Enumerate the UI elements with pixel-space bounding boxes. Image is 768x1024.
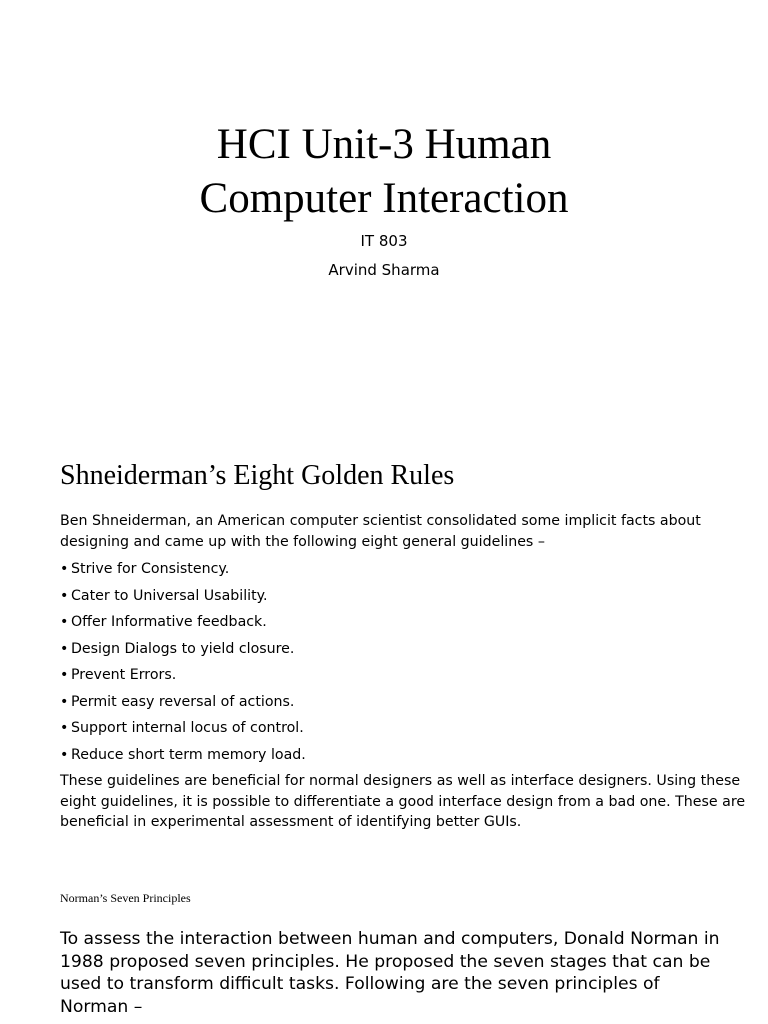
bullet-icon: • xyxy=(60,746,69,763)
bullet-icon: • xyxy=(60,720,69,736)
rules-intro-paragraph: Ben Shneiderman, an American computer scientist consolidated some implicit facts about designing and came up with the following eight general guidelines – xyxy=(60,513,701,550)
bullet-icon: • xyxy=(60,561,69,577)
bullet-icon: • xyxy=(60,587,69,604)
rules-heading: Shneiderman’s Eight Golden Rules xyxy=(60,460,455,491)
title-line-1: HCI Unit-3 Human xyxy=(216,121,552,168)
list-item xyxy=(60,639,306,666)
bullet-icon: • xyxy=(60,693,69,710)
course-code: IT 803 xyxy=(360,232,408,250)
rule-text: Support internal locus of control. xyxy=(71,720,304,736)
list-item xyxy=(60,665,306,692)
rule-text: Strive for Consistency. xyxy=(71,561,230,577)
rules-outro-paragraph: These guidelines are beneficial for normal designers as well as interface designers. Using these eight guidelines, it is possible to differentiate a good interface design from a bad one. These are beneficial in experimental assessment of identifying better GUIs. xyxy=(60,773,746,830)
rule-text: Offer Informative feedback. xyxy=(71,614,267,630)
norman-paragraph: To assess the interaction between human and computers, Donald Norman in 1988 proposed seven principles. He proposed the seven stages that can be used to transform difficult tasks. Following are the seven principles of Norman – xyxy=(60,929,720,1017)
bullet-icon: • xyxy=(60,640,69,657)
list-item xyxy=(60,612,306,639)
bullet-icon: • xyxy=(60,614,69,630)
rule-text: Prevent Errors. xyxy=(71,667,177,683)
page-title xyxy=(0,118,768,226)
title-slide xyxy=(0,0,768,420)
rule-text: Cater to Universal Usability. xyxy=(71,587,268,604)
rule-text: Reduce short term memory load. xyxy=(71,746,306,763)
rules-list xyxy=(60,559,306,771)
list-item xyxy=(60,745,306,772)
norman-heading: Norman’s Seven Principles xyxy=(60,891,191,905)
list-item xyxy=(60,718,306,745)
title-line-2: Computer Interaction xyxy=(199,175,569,222)
rule-text: Design Dialogs to yield closure. xyxy=(71,640,295,657)
list-item xyxy=(60,692,306,719)
author-name: Arvind Sharma xyxy=(328,261,440,279)
rule-text: Permit easy reversal of actions. xyxy=(71,693,295,710)
bullet-icon: • xyxy=(60,667,69,683)
rules-slide xyxy=(0,420,768,850)
list-item xyxy=(60,586,306,613)
list-item xyxy=(60,559,306,586)
norman-slide xyxy=(0,850,768,1024)
